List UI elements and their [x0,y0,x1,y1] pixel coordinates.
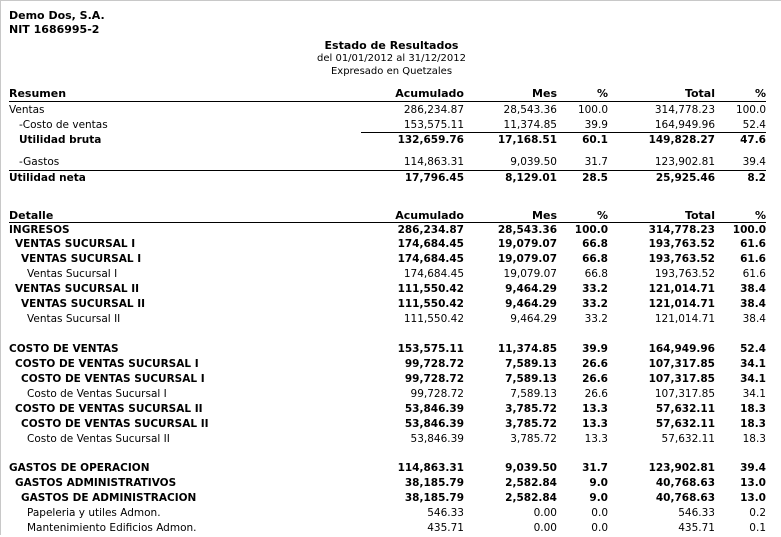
col-pct: % [754,209,766,222]
row-label: GASTOS DE OPERACION [9,462,150,474]
acumulado-value: 99,728.72 [404,373,464,385]
total-value: 107,317.85 [654,388,715,400]
mes-percent-value: 66.8 [584,268,608,280]
row-label: COSTO DE VENTAS SUCURSAL I [21,373,205,385]
total-value: 193,763.52 [654,268,715,280]
acumulado-value: 174,684.45 [397,253,464,265]
detalle-row [1,388,781,403]
mes-value: 2,582.84 [505,477,557,489]
row-label: -Gastos [19,156,60,168]
total-value: 435.71 [678,522,715,534]
detalle-row [1,477,781,492]
acumulado-value: 17,796.45 [404,172,464,184]
col-acumulado: Acumulado [395,87,464,100]
acumulado-value: 53,846.39 [404,403,464,415]
detalle-row [1,403,781,418]
col-pct: % [754,87,766,100]
report-title: Estado de Resultados [324,39,459,52]
total-value: 121,014.71 [648,298,715,310]
mes-value: 3,785.72 [505,418,557,430]
mes-percent-value: 13.3 [582,418,608,430]
row-label: Costo de Ventas Sucursal II [27,433,170,445]
mes-value: 28,543.36 [497,224,557,236]
mes-value: 19,079.07 [497,238,557,250]
detalle-row [1,224,781,239]
total-percent-value: 34.1 [742,388,766,400]
total-percent-value: 0.1 [749,522,766,534]
company-nit: NIT 1686995-2 [9,23,100,36]
total-value: 164,949.96 [648,343,715,355]
acumulado-value: 53,846.39 [410,433,464,445]
total-percent-value: 61.6 [740,253,766,265]
mes-percent-value: 26.6 [582,358,608,370]
total-value: 546.33 [678,507,715,519]
row-label: Ventas [9,104,45,116]
detalle-row [1,343,781,358]
total-value: 57,632.11 [655,403,715,415]
total-percent-value: 34.1 [740,358,766,370]
mes-value: 0.00 [533,522,557,534]
mes-value: 19,079.07 [497,253,557,265]
mes-percent-value: 0.0 [591,507,608,519]
row-label: COSTO DE VENTAS SUCURSAL II [15,403,203,415]
acumulado-value: 153,575.11 [403,119,464,131]
col-pct: % [596,209,608,222]
mes-value: 9,464.29 [510,313,557,325]
col-mes: Mes [532,87,557,100]
detalle-row [1,238,781,253]
acumulado-value: 53,846.39 [404,418,464,430]
total-value: 164,949.96 [654,119,715,131]
col-mes: Mes [532,209,557,222]
total-value: 107,317.85 [648,373,715,385]
row-label: Mantenimiento Edificios Admon. [27,522,197,534]
row-label: GASTOS DE ADMINISTRACION [21,492,197,504]
total-value: 149,828.27 [648,134,715,146]
total-value: 314,778.23 [648,224,715,236]
total-value: 40,768.63 [655,477,715,489]
resumen-row [1,156,781,171]
total-value: 40,768.63 [655,492,715,504]
resumen-heading: Resumen [9,87,67,100]
total-value: 123,902.81 [654,156,715,168]
total-percent-value: 34.1 [740,373,766,385]
mes-percent-value: 100.0 [574,224,608,236]
company-name: Demo Dos, S.A. [9,9,105,22]
mes-value: 19,079.07 [503,268,557,280]
detalle-row [1,433,781,448]
total-value: 314,778.23 [654,104,715,116]
total-percent-value: 61.6 [740,238,766,250]
mes-value: 7,589.13 [505,358,557,370]
mes-percent-value: 13.3 [582,403,608,415]
row-label: VENTAS SUCURSAL I [21,253,142,265]
detalle-row [1,283,781,298]
mes-percent-value: 66.8 [582,253,608,265]
mes-percent-value: 100.0 [577,104,608,116]
detalle-row [1,358,781,373]
mes-value: 11,374.85 [497,343,557,355]
acumulado-value: 111,550.42 [403,313,464,325]
header-rule [9,101,766,102]
total-value: 123,902.81 [648,462,715,474]
total-percent-value: 39.4 [742,156,766,168]
total-percent-value: 38.4 [740,298,766,310]
col-total: Total [684,209,715,222]
total-value: 57,632.11 [655,418,715,430]
acumulado-value: 132,659.76 [397,134,464,146]
report-period: del 01/01/2012 al 31/12/2012 [317,53,466,64]
total-percent-value: 18.3 [740,403,766,415]
total-percent-value: 18.3 [740,418,766,430]
acumulado-value: 174,684.45 [403,268,464,280]
mes-percent-value: 26.6 [584,388,608,400]
row-label: VENTAS SUCURSAL II [15,283,140,295]
row-label: Utilidad bruta [19,134,102,146]
total-percent-value: 100.0 [735,104,766,116]
mes-percent-value: 13.3 [584,433,608,445]
mes-value: 3,785.72 [505,403,557,415]
mes-percent-value: 33.2 [584,313,608,325]
total-percent-value: 39.4 [740,462,766,474]
mes-percent-value: 39.9 [584,119,608,131]
acumulado-value: 111,550.42 [397,283,464,295]
total-percent-value: 52.4 [742,119,766,131]
total-value: 107,317.85 [648,358,715,370]
mes-value: 9,039.50 [505,462,557,474]
resumen-row [1,172,781,187]
mes-value: 9,464.29 [505,283,557,295]
acumulado-value: 111,550.42 [397,298,464,310]
total-value: 25,925.46 [655,172,715,184]
detalle-row [1,298,781,313]
detalle-row [1,253,781,268]
mes-value: 8,129.01 [505,172,557,184]
col-pct: % [596,87,608,100]
acumulado-value: 114,863.31 [403,156,464,168]
mes-value: 3,785.72 [510,433,557,445]
detalle-row [1,507,781,522]
total-percent-value: 38.4 [740,283,766,295]
summary-rule [9,170,766,171]
detalle-row [1,313,781,328]
mes-percent-value: 9.0 [589,477,608,489]
row-label: COSTO DE VENTAS SUCURSAL I [15,358,199,370]
col-total: Total [684,87,715,100]
row-label: Ventas Sucursal II [27,313,121,325]
total-percent-value: 100.0 [732,224,766,236]
mes-percent-value: 60.1 [582,134,608,146]
summary-rule [361,132,766,133]
mes-value: 7,589.13 [505,373,557,385]
total-percent-value: 0.2 [749,507,766,519]
detalle-heading: Detalle [9,209,54,222]
row-label: Utilidad neta [9,172,86,184]
row-label: COSTO DE VENTAS [9,343,119,355]
row-label: VENTAS SUCURSAL II [21,298,146,310]
mes-percent-value: 28.5 [582,172,608,184]
total-value: 57,632.11 [661,433,715,445]
acumulado-value: 286,234.87 [397,224,464,236]
acumulado-value: 99,728.72 [404,358,464,370]
total-percent-value: 38.4 [742,313,766,325]
total-percent-value: 8.2 [747,172,766,184]
total-value: 121,014.71 [648,283,715,295]
row-label: -Costo de ventas [19,119,108,131]
row-label: GASTOS ADMINISTRATIVOS [15,477,177,489]
row-label: Costo de Ventas Sucursal I [27,388,167,400]
acumulado-value: 38,185.79 [404,477,464,489]
row-label: Papeleria y utiles Admon. [27,507,161,519]
mes-value: 2,582.84 [505,492,557,504]
detalle-row [1,268,781,283]
mes-value: 11,374.85 [503,119,557,131]
total-percent-value: 47.6 [740,134,766,146]
mes-value: 9,464.29 [505,298,557,310]
detalle-row [1,462,781,477]
total-value: 193,763.52 [648,253,715,265]
total-percent-value: 18.3 [742,433,766,445]
acumulado-value: 99,728.72 [410,388,464,400]
mes-percent-value: 0.0 [591,522,608,534]
acumulado-value: 546.33 [427,507,464,519]
resumen-row [1,104,781,119]
mes-percent-value: 9.0 [589,492,608,504]
resumen-row [1,134,781,149]
total-percent-value: 52.4 [740,343,766,355]
mes-value: 28,543.36 [503,104,557,116]
detalle-row [1,373,781,388]
mes-percent-value: 39.9 [582,343,608,355]
mes-percent-value: 26.6 [582,373,608,385]
acumulado-value: 114,863.31 [397,462,464,474]
row-label: COSTO DE VENTAS SUCURSAL II [21,418,209,430]
mes-percent-value: 66.8 [582,238,608,250]
mes-value: 9,039.50 [510,156,557,168]
acumulado-value: 153,575.11 [397,343,464,355]
acumulado-value: 38,185.79 [404,492,464,504]
row-label: INGRESOS [9,224,70,236]
mes-value: 17,168.51 [497,134,557,146]
header-rule [9,222,766,223]
acumulado-value: 286,234.87 [403,104,464,116]
report-currency: Expresado en Quetzales [330,66,453,77]
detalle-row [1,492,781,507]
total-percent-value: 61.6 [742,268,766,280]
mes-percent-value: 33.2 [582,298,608,310]
detalle-row [1,418,781,433]
row-label: VENTAS SUCURSAL I [15,238,136,250]
acumulado-value: 174,684.45 [397,238,464,250]
total-percent-value: 13.0 [740,492,766,504]
mes-value: 0.00 [533,507,557,519]
mes-percent-value: 33.2 [582,283,608,295]
total-percent-value: 13.0 [740,477,766,489]
mes-percent-value: 31.7 [584,156,608,168]
mes-percent-value: 31.7 [582,462,608,474]
row-label: Ventas Sucursal I [27,268,118,280]
resumen-header-row [1,87,781,102]
acumulado-value: 435.71 [427,522,464,534]
col-acumulado: Acumulado [395,209,464,222]
mes-value: 7,589.13 [510,388,557,400]
total-value: 193,763.52 [648,238,715,250]
total-value: 121,014.71 [654,313,715,325]
